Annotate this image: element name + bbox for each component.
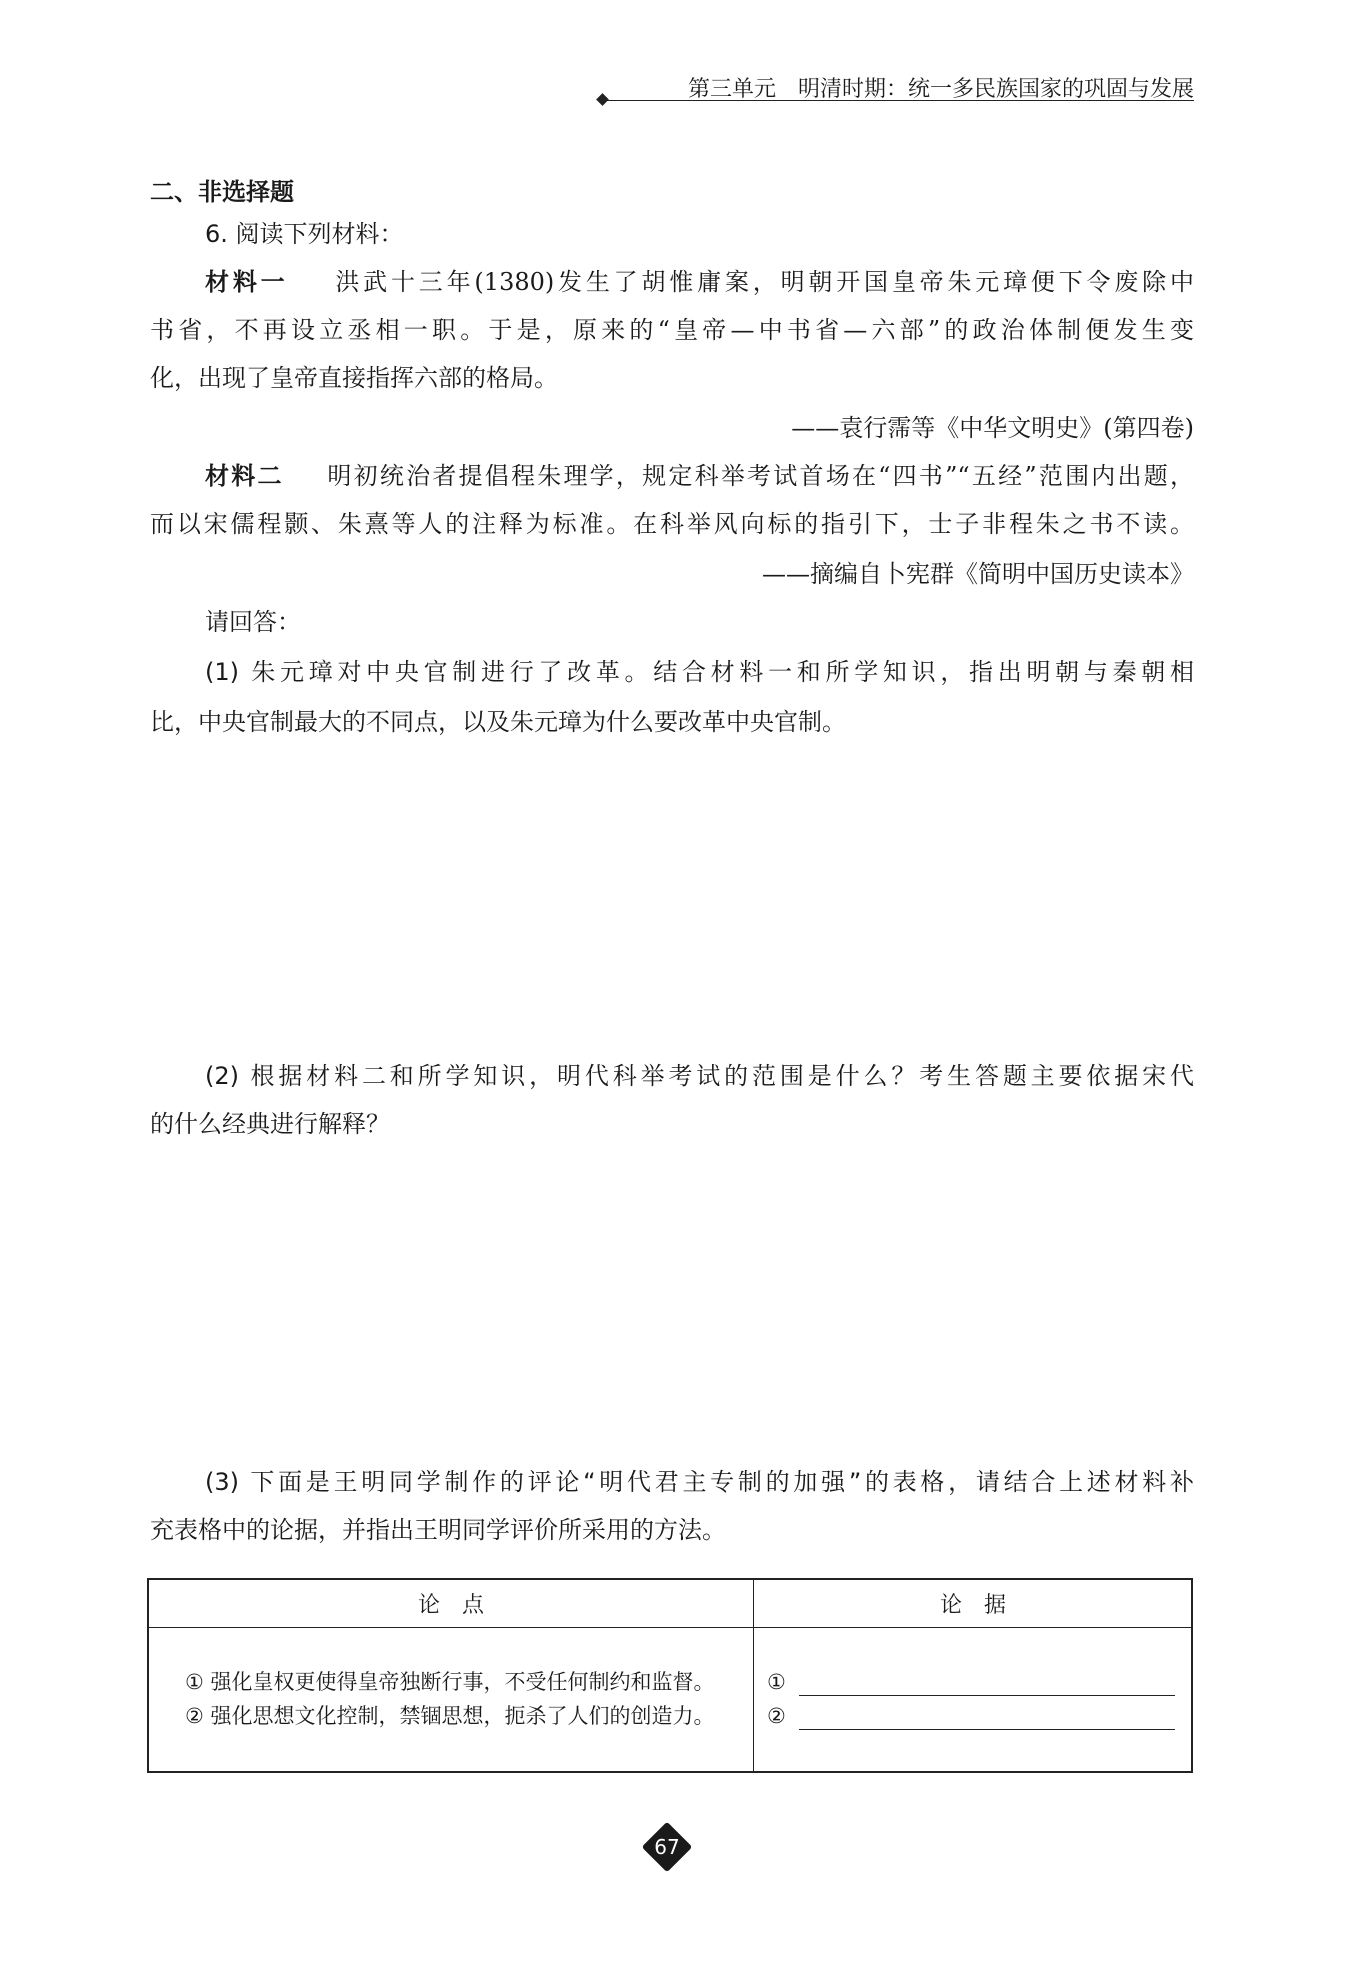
header-rule [606, 100, 1194, 101]
evidence-marker-1: ① [767, 1670, 786, 1694]
q1-line2: 比，中央官制最大的不同点，以及朱元璋为什么要改革中央官制。 [150, 708, 846, 736]
evidence-marker-2: ② [767, 1704, 786, 1728]
q3-line1: (3) 下面是王明同学制作的评论“明代君主专制的加强”的表格，请结合上述材料补 [205, 1468, 1194, 1496]
table-header-points: 论 点 [417, 1593, 484, 1618]
material1-text-line1: 洪武十三年(1380)发生了胡惟庸案，明朝开国皇帝朱元璋便下令废除中 [335, 268, 1194, 296]
answer-prompt: 请回答： [205, 608, 301, 636]
q1-line1: (1) 朱元璋对中央官制进行了改革。结合材料一和所学知识，指出明朝与秦朝相 [205, 658, 1194, 686]
q2-line2: 的什么经典进行解释？ [150, 1110, 390, 1138]
material1-line3: 化，出现了皇帝直接指挥六部的格局。 [150, 364, 558, 392]
q3-line2: 充表格中的论据，并指出王明同学评价所采用的方法。 [150, 1516, 726, 1544]
evidence-blank-1[interactable] [799, 1695, 1175, 1696]
material2-line1 [205, 460, 1194, 492]
material1-source: ——袁行霈等《中华文明史》(第四卷) [791, 414, 1194, 442]
table-header-divider [149, 1627, 1191, 1628]
argument-table [147, 1578, 1193, 1773]
material1-line2: 书省，不再设立丞相一职。于是，原来的“皇帝—中书省—六部”的政治体制便发生变 [150, 316, 1194, 344]
material2-label: 材料二 [205, 462, 284, 490]
evidence-blank-2[interactable] [799, 1729, 1175, 1730]
running-header: 第三单元 明清时期：统一多民族国家的巩固与发展 [687, 77, 1194, 102]
material2-source: ——摘编自卜宪群《简明中国历史读本》 [762, 560, 1194, 588]
page-number: 67 [654, 1835, 680, 1859]
question-intro: 6. 阅读下列材料： [205, 220, 404, 248]
table-point-2: ② 强化思想文化控制，禁锢思想，扼杀了人们的创造力。 [185, 1704, 715, 1728]
material2-text-line1: 明初统治者提倡程朱理学，规定科举考试首场在“四书”“五经”范围内出题， [327, 462, 1194, 490]
page-number-badge [644, 1824, 690, 1870]
material1-line1 [205, 266, 1194, 298]
material2-line2: 而以宋儒程颢、朱熹等人的注释为标准。在科举风向标的指引下，士子非程朱之书不读。 [150, 510, 1194, 538]
material1-label: 材料一 [205, 268, 289, 296]
table-column-divider [753, 1580, 754, 1771]
table-point-1: ① 强化皇权更使得皇帝独断行事，不受任何制约和监督。 [185, 1670, 715, 1694]
q2-line1: (2) 根据材料二和所学知识，明代科举考试的范围是什么？考生答题主要依据宋代 [205, 1062, 1194, 1090]
table-header-evidence: 论 据 [939, 1593, 1006, 1618]
section-title: 二、非选择题 [150, 178, 294, 206]
